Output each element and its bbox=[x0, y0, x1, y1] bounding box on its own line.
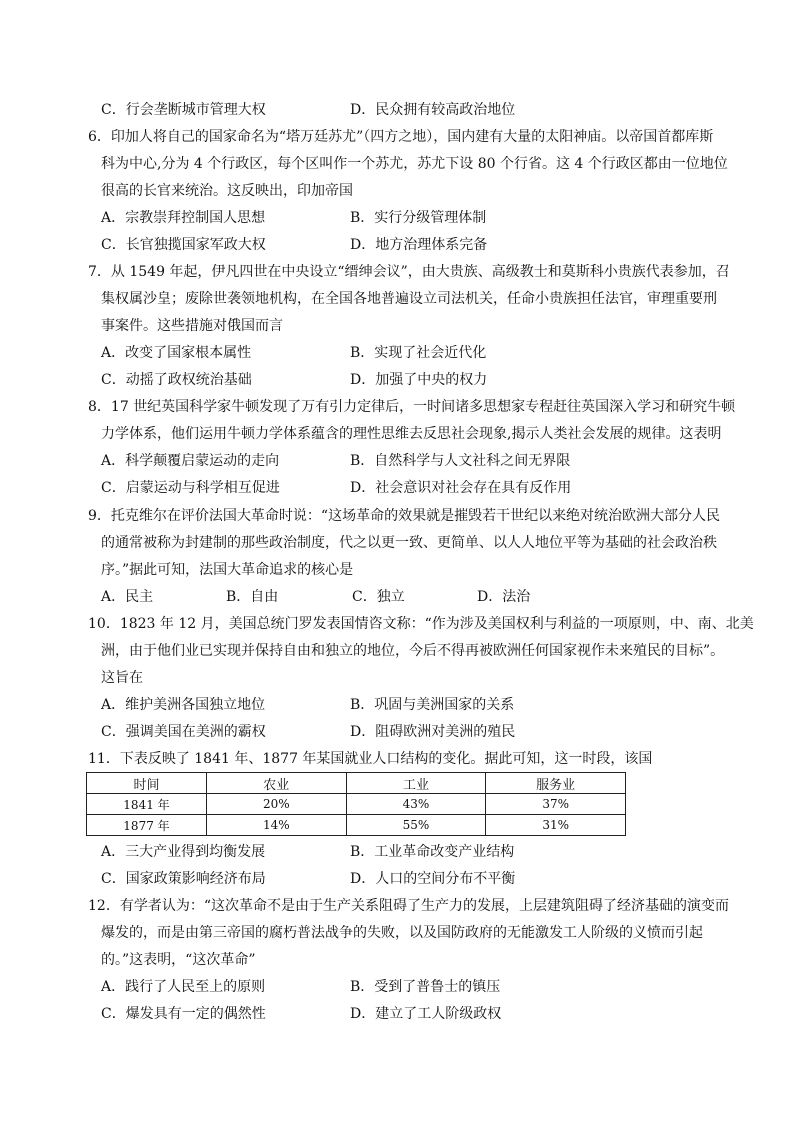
q7-option-b: B．实现了社会近代化 bbox=[350, 345, 487, 361]
q6-option-b: B．实行分级管理体制 bbox=[350, 210, 487, 226]
table-cell: 43% bbox=[346, 794, 486, 815]
table-cell: 1841 年 bbox=[87, 794, 207, 815]
q8-option-c: C．启蒙运动与科学相互促进 bbox=[101, 480, 280, 496]
table-header-cell: 服务业 bbox=[486, 773, 626, 794]
q9-option-c: C．独立 bbox=[352, 589, 405, 605]
q12-stem-line-1: 12．有学者认为：“这次革命不是由于生产关系阻碍了生产力的发展，上层建筑阻碍了经济基础的演变而 bbox=[88, 898, 729, 914]
q12-option-a: A．践行了人民至上的原则 bbox=[101, 979, 266, 995]
q11-option-d: D．人口的空间分布不平衡 bbox=[350, 871, 516, 887]
q6-stem-line-3: 很高的长官来统治。这反映出，印加帝国 bbox=[101, 183, 353, 199]
q6-option-a: A．宗教崇拜控制国人思想 bbox=[101, 210, 266, 226]
q8-option-b: B．自然科学与人文社科之间无界限 bbox=[350, 453, 571, 469]
q10-stem-line-1: 10．1823 年 12 月，美国总统门罗发表国情咨文称：“作为涉及美国权利与利益的一项原则，中、南、北美 bbox=[88, 616, 754, 632]
table-cell: 20% bbox=[206, 794, 346, 815]
q11-option-a: A．三大产业得到均衡发展 bbox=[101, 844, 266, 860]
table-header-cell: 时间 bbox=[87, 773, 207, 794]
q9-stem-line-2: 的通常被称为封建制的那些政治制度，代之以更一致、更简单、以人人地位平等为基础的社会政治秩 bbox=[101, 535, 717, 551]
q8-option-d: D．社会意识对社会存在具有反作用 bbox=[350, 480, 572, 496]
table-header-row bbox=[87, 773, 626, 794]
q10-option-b: B．巩固与美洲国家的关系 bbox=[350, 697, 515, 713]
q10-stem-line-3: 这旨在 bbox=[101, 670, 143, 686]
table-cell: 14% bbox=[206, 815, 346, 836]
q8-stem-line-1: 8．17 世纪英国科学家牛顿发现了万有引力定律后，一时间诸多思想家专程赶往英国深入学习和研究牛顿 bbox=[88, 399, 736, 415]
q6-option-c: C．长官独揽国家军政大权 bbox=[101, 237, 266, 253]
q6-stem-line-2: 科为中心,分为 4 个行政区，每个区叫作一个苏尤，苏尤下设 80 个行省。这 4 个行政区都由一位地位 bbox=[101, 156, 728, 172]
q11-option-b: B．工业革命改变产业结构 bbox=[350, 844, 515, 860]
q5-option-c: C．行会垄断城市管理大权 bbox=[101, 102, 266, 118]
q12-option-d: D．建立了工人阶级政权 bbox=[350, 1006, 502, 1022]
q12-stem-line-3: 的。”这表明，“这次革命” bbox=[101, 952, 256, 968]
table-cell: 37% bbox=[486, 794, 626, 815]
q9-option-a: A．民主 bbox=[101, 589, 154, 605]
q12-option-c: C．爆发具有一定的偶然性 bbox=[101, 1006, 266, 1022]
q10-option-d: D．阻碍欧洲对美洲的殖民 bbox=[350, 724, 516, 740]
q8-option-a: A．科学颠覆启蒙运动的走向 bbox=[101, 453, 280, 469]
q6-stem-line-1: 6．印加人将自己的国家命名为“塔万廷苏尤”（四方之地），国内建有大量的太阳神庙。以帝国首都库斯 bbox=[88, 129, 714, 145]
table-row bbox=[87, 794, 626, 815]
q7-stem-line-2: 集权属沙皇；废除世袭领地机构，在全国各地普遍设立司法机关，任命小贵族担任法官，审理重要刑 bbox=[101, 291, 717, 307]
employment-structure-table bbox=[86, 772, 626, 836]
q8-stem-line-2: 力学体系，他们运用牛顿力学体系蕴含的理性思维去反思社会现象,揭示人类社会发展的规律。这表明 bbox=[101, 426, 722, 442]
q5-option-d: D．民众拥有较高政治地位 bbox=[350, 102, 516, 118]
q10-option-a: A．维护美洲各国独立地位 bbox=[101, 697, 266, 713]
q9-stem-line-1: 9．托克维尔在评价法国大革命时说：“这场革命的效果就是摧毁若干世纪以来绝对统治欧洲大部分人民 bbox=[88, 508, 721, 524]
q6-option-d: D．地方治理体系完备 bbox=[350, 237, 488, 253]
table-cell: 1877 年 bbox=[87, 815, 207, 836]
q11-option-c: C．国家政策影响经济布局 bbox=[101, 871, 266, 887]
table-cell: 55% bbox=[346, 815, 486, 836]
q10-stem-line-2: 洲，由于他们业已实现并保持自由和独立的地位，今后不得再被欧洲任何国家视作未来殖民的目标”。 bbox=[101, 643, 725, 659]
q7-option-c: C．动摇了政权统治基础 bbox=[101, 372, 252, 388]
q7-stem-line-3: 事案件。这些措施对俄国而言 bbox=[101, 318, 283, 334]
q11-stem-line-1: 11．下表反映了 1841 年、1877 年某国就业人口结构的变化。据此可知，这一时段，该国 bbox=[88, 751, 653, 767]
q7-stem-line-1: 7．从 1549 年起，伊凡四世在中央设立“缙绅会议”，由大贵族、高级教士和莫斯科小贵族代表参加，召 bbox=[88, 264, 730, 280]
q9-option-d: D．法治 bbox=[477, 589, 531, 605]
table-row bbox=[87, 815, 626, 836]
table-header-cell: 农业 bbox=[206, 773, 346, 794]
q12-option-b: B．受到了普鲁士的镇压 bbox=[350, 979, 501, 995]
q12-stem-line-2: 爆发的，而是由第三帝国的腐朽普法战争的失败，以及国防政府的无能激发工人阶级的义愤而引起 bbox=[101, 925, 703, 941]
table-cell: 31% bbox=[486, 815, 626, 836]
q9-stem-line-3: 序。”据此可知，法国大革命追求的核心是 bbox=[101, 562, 354, 578]
table-header-cell: 工业 bbox=[346, 773, 486, 794]
q10-option-c: C．强调美国在美洲的霸权 bbox=[101, 724, 266, 740]
q9-option-b: B．自由 bbox=[226, 589, 279, 605]
q7-option-d: D．加强了中央的权力 bbox=[350, 372, 488, 388]
q7-option-a: A．改变了国家根本属性 bbox=[101, 345, 252, 361]
